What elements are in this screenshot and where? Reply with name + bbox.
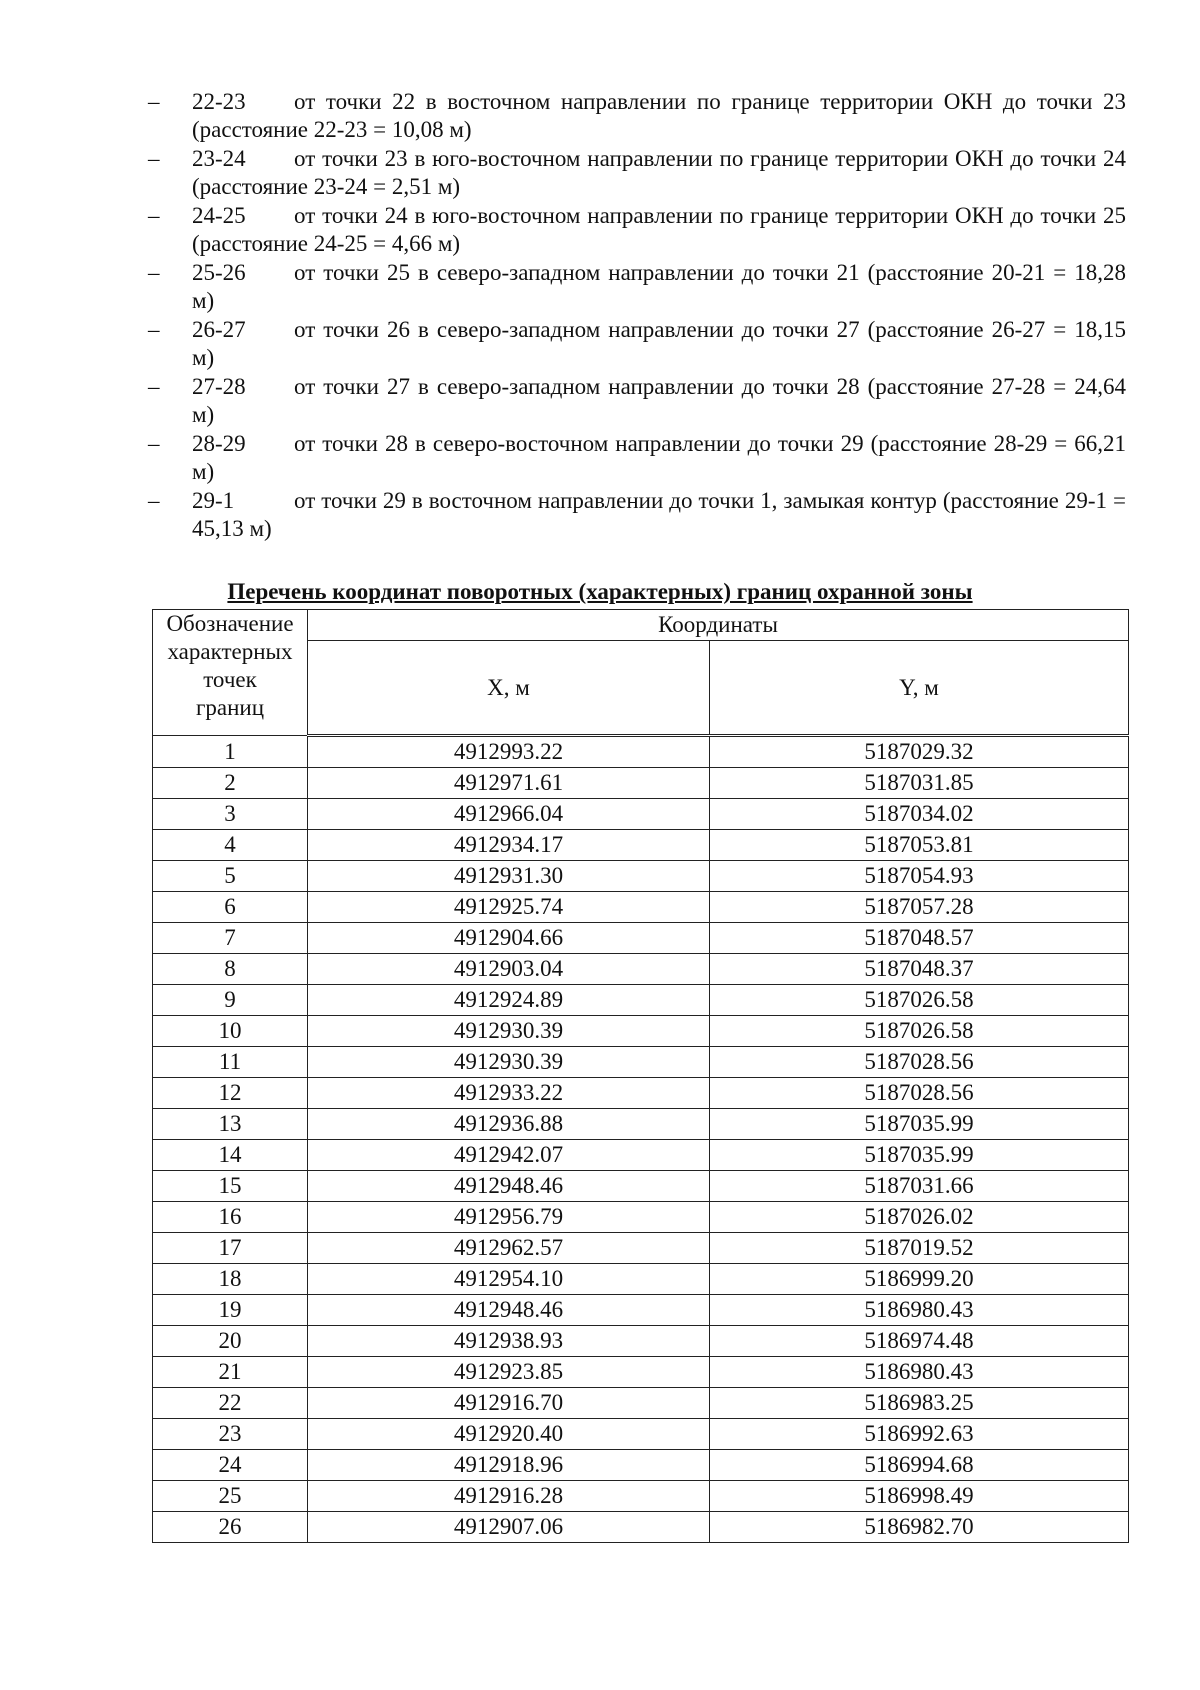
point-cell: 19 bbox=[153, 1295, 308, 1326]
x-coordinate-cell: 4912942.07 bbox=[308, 1140, 710, 1171]
y-coordinate-cell: 5186980.43 bbox=[710, 1357, 1129, 1388]
segment-code: 28-29 bbox=[192, 431, 246, 456]
y-coordinate-cell: 5187057.28 bbox=[710, 892, 1129, 923]
segment-description bbox=[192, 487, 1126, 543]
list-dash: – bbox=[148, 89, 160, 114]
point-cell: 1 bbox=[153, 736, 308, 768]
y-coordinate-cell: 5186983.25 bbox=[710, 1388, 1129, 1419]
y-coordinate-cell: 5187026.58 bbox=[710, 1016, 1129, 1047]
boundary-segment-list bbox=[148, 88, 1126, 544]
x-coordinate-cell: 4912930.39 bbox=[308, 1016, 710, 1047]
point-cell: 22 bbox=[153, 1388, 308, 1419]
segment-description bbox=[192, 88, 1126, 144]
x-coordinate-cell: 4912930.39 bbox=[308, 1047, 710, 1078]
boundary-segment-item bbox=[148, 259, 1126, 315]
table-row bbox=[153, 736, 1129, 768]
segment-description bbox=[192, 430, 1126, 486]
table-row bbox=[153, 892, 1129, 923]
table-row bbox=[153, 985, 1129, 1016]
segment-text: от точки 27 в северо-западном направлении до точки 28 (расстояние 27-28 = 24,64 м) bbox=[192, 374, 1126, 427]
table-row bbox=[153, 1171, 1129, 1202]
segment-code: 22-23 bbox=[192, 89, 246, 114]
segment-description bbox=[192, 259, 1126, 315]
segment-code: 29-1 bbox=[192, 488, 235, 513]
table-row bbox=[153, 830, 1129, 861]
point-cell: 25 bbox=[153, 1481, 308, 1512]
y-coordinate-cell: 5187028.56 bbox=[710, 1047, 1129, 1078]
x-coordinate-cell: 4912966.04 bbox=[308, 799, 710, 830]
boundary-segment-item bbox=[148, 430, 1126, 486]
point-cell: 3 bbox=[153, 799, 308, 830]
y-coordinate-cell: 5187048.57 bbox=[710, 923, 1129, 954]
point-cell: 5 bbox=[153, 861, 308, 892]
point-cell: 18 bbox=[153, 1264, 308, 1295]
x-coordinate-cell: 4912938.93 bbox=[308, 1326, 710, 1357]
table-row bbox=[153, 1047, 1129, 1078]
segment-code: 26-27 bbox=[192, 317, 246, 342]
coordinates-table bbox=[152, 609, 1129, 1543]
x-coordinate-cell: 4912971.61 bbox=[308, 768, 710, 799]
x-coordinate-cell: 4912903.04 bbox=[308, 954, 710, 985]
point-cell: 24 bbox=[153, 1450, 308, 1481]
boundary-segment-item bbox=[148, 487, 1126, 543]
table-row bbox=[153, 1388, 1129, 1419]
x-coordinate-cell: 4912948.46 bbox=[308, 1171, 710, 1202]
point-cell: 17 bbox=[153, 1233, 308, 1264]
list-dash: – bbox=[148, 203, 160, 228]
x-coordinate-cell: 4912954.10 bbox=[308, 1264, 710, 1295]
boundary-segment-item bbox=[148, 316, 1126, 372]
table-row bbox=[153, 1140, 1129, 1171]
segment-description bbox=[192, 202, 1126, 258]
table-row bbox=[153, 1295, 1129, 1326]
segment-text: от точки 23 в юго-восточном направлении по границе территории ОКН до точки 24 (расстояние 23-24 = 2,51 м) bbox=[192, 146, 1126, 199]
y-coordinate-cell: 5187028.56 bbox=[710, 1078, 1129, 1109]
table-row bbox=[153, 799, 1129, 830]
table-row bbox=[153, 1109, 1129, 1140]
x-coordinate-cell: 4912904.66 bbox=[308, 923, 710, 954]
segment-text: от точки 22 в восточном направлении по границе территории ОКН до точки 23 (расстояние 22-23 = 10,08 м) bbox=[192, 89, 1126, 142]
y-coordinate-cell: 5187054.93 bbox=[710, 861, 1129, 892]
y-coordinate-cell: 5187019.52 bbox=[710, 1233, 1129, 1264]
y-coordinate-cell: 5187035.99 bbox=[710, 1140, 1129, 1171]
boundary-segment-item bbox=[148, 88, 1126, 144]
table-row bbox=[153, 1326, 1129, 1357]
segment-text: от точки 29 в восточном направлении до точки 1, замыкая контур (расстояние 29-1 = 45,13 м) bbox=[192, 488, 1126, 541]
table-row bbox=[153, 1512, 1129, 1543]
y-coordinate-cell: 5187031.85 bbox=[710, 768, 1129, 799]
list-dash: – bbox=[148, 317, 160, 342]
x-coordinate-cell: 4912993.22 bbox=[308, 736, 710, 768]
x-coordinate-cell: 4912923.85 bbox=[308, 1357, 710, 1388]
segment-text: от точки 25 в северо-западном направлении до точки 21 (расстояние 20-21 = 18,28 м) bbox=[192, 260, 1126, 313]
list-dash: – bbox=[148, 431, 160, 456]
y-coordinate-cell: 5187029.32 bbox=[710, 736, 1129, 768]
table-row bbox=[153, 1357, 1129, 1388]
table-row bbox=[153, 1016, 1129, 1047]
point-cell: 4 bbox=[153, 830, 308, 861]
boundary-segment-item bbox=[148, 145, 1126, 201]
list-dash: – bbox=[148, 260, 160, 285]
x-coordinate-cell: 4912936.88 bbox=[308, 1109, 710, 1140]
x-coordinate-cell: 4912925.74 bbox=[308, 892, 710, 923]
point-cell: 2 bbox=[153, 768, 308, 799]
table-header bbox=[153, 610, 1129, 736]
point-cell: 26 bbox=[153, 1512, 308, 1543]
point-cell: 9 bbox=[153, 985, 308, 1016]
y-coordinate-cell: 5186992.63 bbox=[710, 1419, 1129, 1450]
point-header-line: Обозначение bbox=[166, 611, 294, 636]
x-coordinate-cell: 4912918.96 bbox=[308, 1450, 710, 1481]
segment-text: от точки 26 в северо-западном направлении до точки 27 (расстояние 26-27 = 18,15 м) bbox=[192, 317, 1126, 370]
y-coordinate-cell: 5186999.20 bbox=[710, 1264, 1129, 1295]
table-row bbox=[153, 1233, 1129, 1264]
point-cell: 10 bbox=[153, 1016, 308, 1047]
y-coordinate-cell: 5187035.99 bbox=[710, 1109, 1129, 1140]
y-coordinate-cell: 5187048.37 bbox=[710, 954, 1129, 985]
point-cell: 6 bbox=[153, 892, 308, 923]
boundary-segment-item bbox=[148, 202, 1126, 258]
list-dash: – bbox=[148, 488, 160, 513]
point-cell: 14 bbox=[153, 1140, 308, 1171]
table-row bbox=[153, 1264, 1129, 1295]
table-row bbox=[153, 923, 1129, 954]
y-coordinate-cell: 5187026.02 bbox=[710, 1202, 1129, 1233]
x-coordinate-cell: 4912907.06 bbox=[308, 1512, 710, 1543]
x-coordinate-cell: 4912920.40 bbox=[308, 1419, 710, 1450]
y-coordinate-cell: 5187026.58 bbox=[710, 985, 1129, 1016]
y-coordinate-cell: 5186994.68 bbox=[710, 1450, 1129, 1481]
y-coordinate-cell: 5186982.70 bbox=[710, 1512, 1129, 1543]
point-header-line: характерных bbox=[167, 639, 293, 664]
y-column-header: Y, м bbox=[710, 641, 1129, 736]
list-dash: – bbox=[148, 146, 160, 171]
x-coordinate-cell: 4912916.28 bbox=[308, 1481, 710, 1512]
point-header-line: границ bbox=[195, 695, 265, 720]
segment-code: 25-26 bbox=[192, 260, 246, 285]
y-coordinate-cell: 5186980.43 bbox=[710, 1295, 1129, 1326]
x-coordinate-cell: 4912934.17 bbox=[308, 830, 710, 861]
segment-code: 23-24 bbox=[192, 146, 246, 171]
segment-description bbox=[192, 373, 1126, 429]
table-row bbox=[153, 1078, 1129, 1109]
point-cell: 11 bbox=[153, 1047, 308, 1078]
table-row bbox=[153, 1419, 1129, 1450]
segment-code: 24-25 bbox=[192, 203, 246, 228]
segment-description bbox=[192, 316, 1126, 372]
point-cell: 7 bbox=[153, 923, 308, 954]
y-coordinate-cell: 5186998.49 bbox=[710, 1481, 1129, 1512]
x-coordinate-cell: 4912933.22 bbox=[308, 1078, 710, 1109]
segment-text: от точки 28 в северо-восточном направлении до точки 29 (расстояние 28-29 = 66,21 м) bbox=[192, 431, 1126, 484]
point-cell: 21 bbox=[153, 1357, 308, 1388]
x-coordinate-cell: 4912924.89 bbox=[308, 985, 710, 1016]
x-coordinate-cell: 4912916.70 bbox=[308, 1388, 710, 1419]
boundary-segment-item bbox=[148, 373, 1126, 429]
segment-description bbox=[192, 145, 1126, 201]
x-coordinate-cell: 4912948.46 bbox=[308, 1295, 710, 1326]
point-cell: 16 bbox=[153, 1202, 308, 1233]
table-row bbox=[153, 1481, 1129, 1512]
table-title: Перечень координат поворотных (характерных) границ охранной зоны bbox=[227, 579, 973, 604]
table-row bbox=[153, 768, 1129, 799]
list-dash: – bbox=[148, 374, 160, 399]
segment-code: 27-28 bbox=[192, 374, 246, 399]
table-body bbox=[153, 736, 1129, 1543]
point-cell: 23 bbox=[153, 1419, 308, 1450]
x-coordinate-cell: 4912962.57 bbox=[308, 1233, 710, 1264]
y-coordinate-cell: 5186974.48 bbox=[710, 1326, 1129, 1357]
coordinates-header: Координаты bbox=[308, 610, 1129, 641]
point-cell: 13 bbox=[153, 1109, 308, 1140]
y-coordinate-cell: 5187031.66 bbox=[710, 1171, 1129, 1202]
table-row bbox=[153, 1202, 1129, 1233]
x-coordinate-cell: 4912956.79 bbox=[308, 1202, 710, 1233]
segment-text: от точки 24 в юго-восточном направлении по границе территории ОКН до точки 25 (расстояние 24-25 = 4,66 м) bbox=[192, 203, 1126, 256]
point-cell: 8 bbox=[153, 954, 308, 985]
table-row bbox=[153, 954, 1129, 985]
table-row bbox=[153, 861, 1129, 892]
table-row bbox=[153, 1450, 1129, 1481]
y-coordinate-cell: 5187053.81 bbox=[710, 830, 1129, 861]
point-cell: 12 bbox=[153, 1078, 308, 1109]
x-column-header: X, м bbox=[308, 641, 710, 736]
point-designation-header bbox=[153, 610, 308, 736]
point-cell: 15 bbox=[153, 1171, 308, 1202]
y-coordinate-cell: 5187034.02 bbox=[710, 799, 1129, 830]
x-coordinate-cell: 4912931.30 bbox=[308, 861, 710, 892]
point-header-line: точек bbox=[203, 667, 257, 692]
point-cell: 20 bbox=[153, 1326, 308, 1357]
